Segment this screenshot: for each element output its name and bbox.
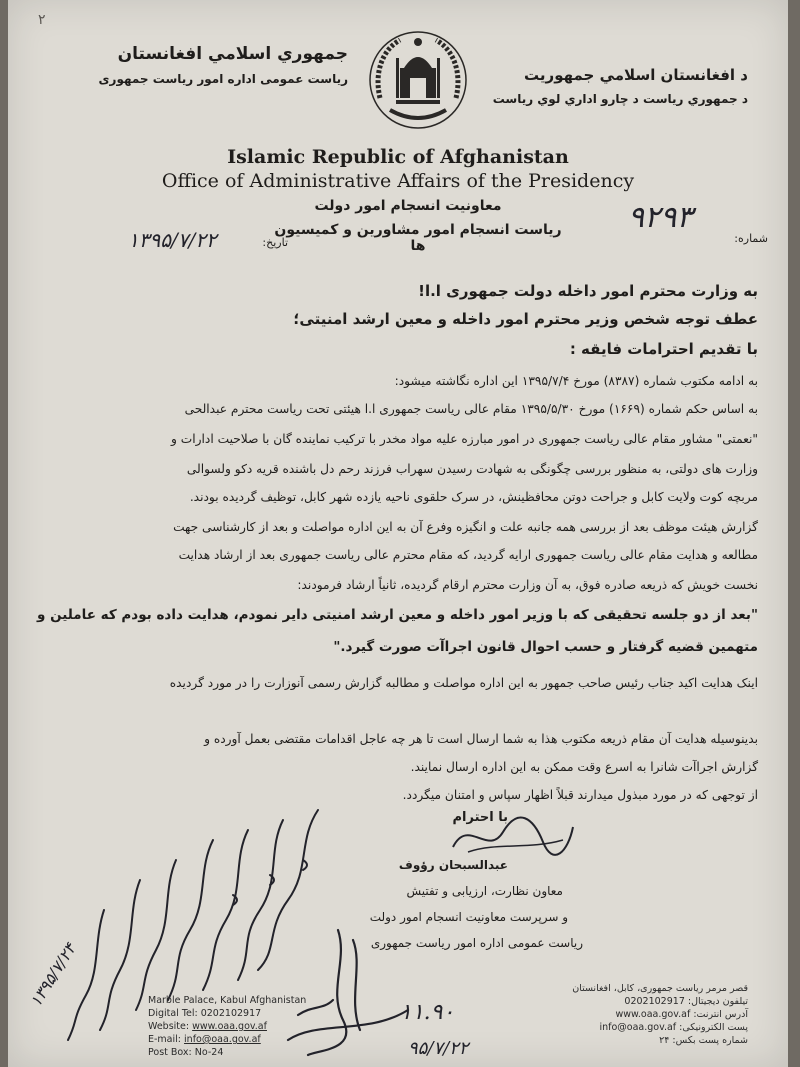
address-line-2: عطف توجه شخص وزیر محترم امور داخله و معین ارشد امنیتی؛ xyxy=(293,310,758,328)
received-date: ۹۵/۷/۲۲ xyxy=(408,1038,469,1059)
footer-tel-en: Digital Tel: 0202102917 xyxy=(148,1008,262,1019)
body-p2-line1: به اساس حکم شماره (۱۶۶۹) مورخ ۱۳۹۵/۵/۳۰ مقام عالی ریاست جمهوری ا.ا هیئتی تحت ریاست محترم عبدالحی xyxy=(184,402,758,416)
letter-page xyxy=(8,0,788,1067)
signature-scribble xyxy=(448,812,578,862)
date-block xyxy=(128,228,288,258)
signatory-title-2: و سرپرست معاونیت انسجام امور دولت xyxy=(369,910,568,924)
body-p2-line2: "نعمتی" مشاور مقام عالی ریاست جمهوری در امور مبارزه علیه مواد مخدر با ترکیب نماینده گان با صلاحیت ادارات و xyxy=(171,432,758,446)
footer-website-en: Website: www.oaa.gov.af xyxy=(148,1021,267,1032)
body-p5-line1: بدینوسیله هدایت آن مقام ذریعه مکتوب هذا به شما ارسال است تا هر چه عاجل اقدامات مقتضی بعمل آورده و xyxy=(204,732,758,746)
footer-website-link[interactable]: www.oaa.gov.af xyxy=(192,1021,267,1032)
body-paragraph-6: از توجهی که در مورد مبذول میدارند قبلاً اظهار سپاس و امتنان میگردد. xyxy=(402,788,758,802)
letter-number-label: شماره: xyxy=(734,232,768,245)
footer-email-fa: پست الکترونیکی: info@oaa.gov.af xyxy=(599,1022,748,1033)
subtitle-deputy: معاونیت انسجام امور دولت xyxy=(314,198,502,214)
body-paragraph-1: به ادامه مکتوب شماره (۸۳۸۷) مورخ ۱۳۹۵/۷/۴ این اداره نگاشته میشود: xyxy=(394,374,758,388)
header-right-line1: د افغانستان اسلامي جمهوريت xyxy=(524,66,748,84)
date-label: تاریخ: xyxy=(262,236,288,249)
footer-tel-fa: تیلفون دیجیتال: 0202102917 xyxy=(624,996,748,1007)
corner-page-mark: ۲ xyxy=(38,12,46,28)
signatory-name: عبدالسبحان رؤوف xyxy=(398,858,508,872)
body-p3-line2: مطالعه و هدایت مقام عالی ریاست جمهوری ارایه گردید، که مقام محترم عالی ریاست جمهوری بعد از ارشاد هدایت xyxy=(178,548,758,562)
signatory-title-3: ریاست عمومی اداره امور ریاست جمهوری xyxy=(370,936,583,950)
margin-note-date: ۱۳۹۵/۷/۲۴ xyxy=(26,939,80,1011)
body-p5-line2: گزارش اجراآت شانرا به اسرع وقت ممکن به این اداره ارسال نمایند. xyxy=(410,760,758,774)
body-p2-line3: وزارت های دولتی، به منظور بررسی چگونگی به شهادت رسیدن سهراب فرزند رحم دل باشنده قریه دکو ولسوالی xyxy=(186,462,758,476)
quote-line-1: "بعد از دو جلسه تحقیقی که با وزیر امور داخله و معین ارشد امنیتی دایر نمودم، هدایت داده بودم که عاملین و xyxy=(37,607,758,623)
address-line-3: با تقدیم احترامات فایقه : xyxy=(569,340,758,358)
footer-pobox-en: Post Box: No-24 xyxy=(148,1047,224,1058)
header-left-line1: جمهوري اسلامي افغانستان xyxy=(117,44,348,64)
signature-closing: با احترام xyxy=(452,810,508,825)
title-english-2: Office of Administrative Affairs of the Presidency xyxy=(161,170,635,192)
header-right-line2: د جمهوري رياست د چارو اداري لوي رياست xyxy=(492,92,748,106)
footer-email-en: E-mail: info@oaa.gov.af xyxy=(148,1034,261,1045)
received-number: ۱۱.۹۰ xyxy=(400,1000,455,1025)
date-value: ۱۳۹۵/۷/۲۲ xyxy=(128,228,217,252)
footer-address-en: Marble Palace, Kabul Afghanistan xyxy=(148,995,307,1006)
body-p3-line3: نخست خویش که ذریعه صادره فوق، به آن وزارت محترم ارقام گردیده، ثانیاً ارشاد فرمودند: xyxy=(297,578,758,592)
header-left-line2: رياست عمومی اداره امور رياست جمهوری xyxy=(98,72,348,86)
footer-email-link[interactable]: info@oaa.gov.af xyxy=(184,1034,261,1045)
letter-number-value: ۹۲۹۳ xyxy=(628,200,693,235)
number-block xyxy=(628,200,768,250)
footer-pobox-fa: شماره پست بکس: ۲۴ xyxy=(659,1035,748,1046)
footer-english xyxy=(148,994,328,1059)
quote-line-2: متهمین قضیه گرفتار و حسب احوال قانون اجراآت صورت گیرد." xyxy=(333,639,758,655)
body-paragraph-4: اینک هدایت اکید جناب رئیس صاحب جمهور به این اداره مواصلت و مطالبه گزارش رسمی آنوزارت را در مورد گردیده xyxy=(169,676,758,690)
footer-dari xyxy=(528,982,748,1047)
footer-website-fa: آدرس انترنت: www.oaa.gov.af xyxy=(615,1009,748,1020)
subtitle-directorate: ریاست انسجام امور مشاورین و کمیسیون ها xyxy=(274,222,562,254)
body-p3-line1: گزارش هیئت موظف بعد از بررسی همه جانبه علت و انگیزه وفرع آن به این اداره مواصلت و بعد از کارشناسی جهت xyxy=(173,520,758,534)
national-emblem-icon xyxy=(366,28,470,132)
address-line-1: به وزارت محترم امور داخله دولت جمهوری ا.ا! xyxy=(418,282,758,300)
body-p2-line4: مربچه کوت ولایت کابل و جراحت دوتن محافظینش، در سرک حلقوی ناحیه یازده شهر کابل، توظیف گردیده بودند. xyxy=(189,490,758,504)
title-english-1: Islamic Republic of Afghanistan xyxy=(227,146,569,168)
footer-address-fa: قصر مرمر ریاست جمهوری، کابل، افغانستان xyxy=(572,983,748,994)
signatory-title-1: معاون نظارت، ارزیابی و تفتیش xyxy=(406,884,563,898)
